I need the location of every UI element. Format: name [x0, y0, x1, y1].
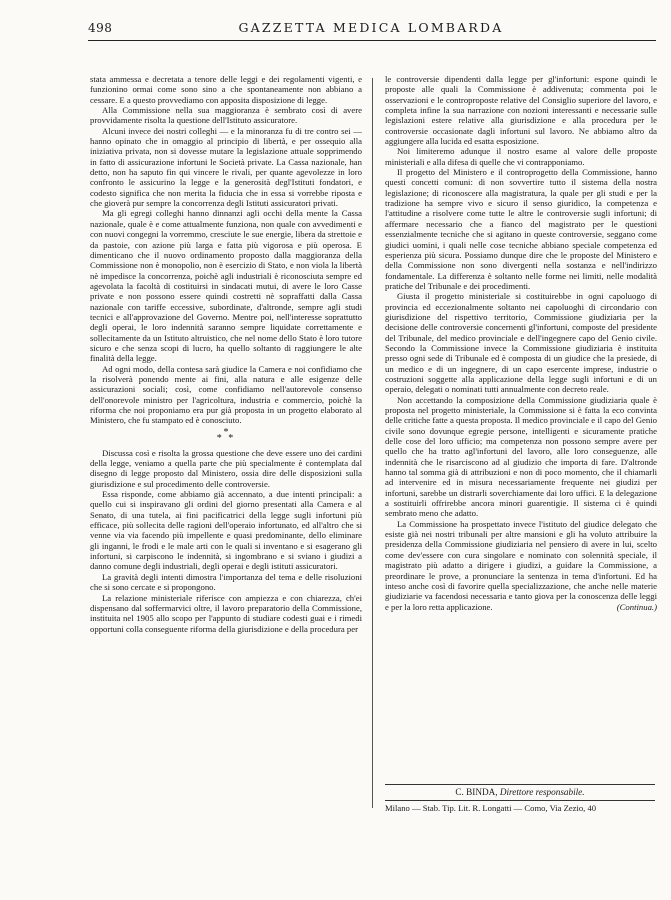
- paragraph: Noi limiteremo adunque il nostro esame al valore delle proposte ministeriali e alla difesa di quelle che vi contrapponiamo.: [385, 146, 657, 167]
- header-rule: [88, 40, 656, 41]
- signature-rule: [385, 784, 655, 785]
- paragraph: Il progetto del Ministero e il controprogetto della Commissione, hanno questi concetti comuni: di non sovvertire tutto il sistema della nostra legislazione; di riconoscere alla magistratura, la quale per gli studi e per la tradizione ha sempre vivo e sicuro il senso giuridico, la competenza e l'attitudine a risolvere come tutte le altre le controversie sugli infortuni; di affermare necessario che a fianco del magistrato per le questioni essenzialmente tecniche che si agitano in queste controversie, seggano come giudici uomini, i quali nelle cose tecniche abbiano speciale competenza ed esperienza più sicura. Possiamo dunque dire che le proposte del Ministero e della Commissione non sono divergenti nella sostanza e nell'indirizzo fondamentale. La differenza è soltanto nelle forme nei limiti, nelle modalità pratiche del Tribunale e dei procedimenti.: [385, 167, 657, 291]
- signature-role: Direttore responsabile.: [499, 787, 585, 797]
- paragraph: Alla Commissione nella sua maggioranza è sembrato così di avere provvidamente risolta la questione dell'Istituto assicuratore.: [90, 105, 362, 126]
- paragraph: Ad ogni modo, della contesa sarà giudice la Camera e noi confidiamo che la risolverà ponendo mente ai fini, alla natura e alle esigenze delle assicurazioni sociali; così, come confidiamo nell'autorevole consenso dell'onorevole ministro per l'agricoltura, industria e commercio, poichè la riforma che noi proponiamo era pur già proposta in un progetto elaborato al Ministero, che fu stampato ed è conosciuto.: [90, 363, 362, 426]
- paragraph-text: La Commissione ha prospettato invece l'istituto del giudice delegato che esiste già nei nostri tribunali per altre mansioni e gli ha voluto attribuire la presidenza della Commissione giudiziaria nel pensiero di avere in lui, scelto come dev'essere con cura singolare e nominato con solennità speciale, il magistrato più adatto a dirigere i giudizi, a guidare la Commissione, a preordinare le prove, a pronunciare la sentenza in tema d'infortuni. Ed ha inteso anche così di favorire quella specializzazione, che anche nelle materie giudiziarie va facendosi necessaria e tanto giova per la conoscenza delle leggi e per la loro retta applicazione.: [385, 518, 657, 612]
- continued-mark: (Continua.): [616, 601, 657, 612]
- asterisk-top: *: [223, 426, 229, 438]
- page-number: 498: [88, 21, 113, 35]
- paragraph: Non accettando la composizione della Commissione giudiziaria quale è proposta nel progetto ministeriale, la Commissione si è fatta la eco convinta delle critiche fatte a questa proposta. Il medico provinciale e il capo del Genio civile sono dovunque egregie persone, intelligenti e sicuramente pratiche delle cose del loro ufficio; ma competenza non possono sempre avere per quello che ha tratto agl'infortuni del lavoro, alle loro conseguenze, alle indennità che le risarciscono ad al giudizio che importa di fare. D'altronde hanno tal somma già di attribuzioni e non di poco momento, che il chiamarli ad intervenire ed in misura necessariamente frequente nei giudizi per infortuni, sarebbe un distrarli soverchiamente dai loro uffici. E la delegazione a sostituirli offrirebbe ancora minori guarentigie. Il sistema ci è quindi sembrato meno che adatto.: [385, 394, 657, 519]
- paragraph: Alcuni invece dei nostri colleghi — e la minoranza fu di tre contro sei — hanno opinato che in omaggio al principio di libertà, e per ossequio alla iniziativa privata, non si dovesse mutare la legislazione attuale sopprimendo in fatto di assicurazione infortuni le Società private. La Cassa nazionale, han detto, non ha saputo fin qui vincere le rivali, per quante agevolezze in loro confronto le assicurino la legge e la generosità degl'Istituti fondatori, e codesto significa che non merita la fiducia che in essa si vorrebbe riposta e che gioverà pur sempre la concorrenza degli Istituti assicuratori privati.: [90, 125, 362, 209]
- asterisk-pair: [90, 432, 362, 444]
- paragraph: La gravità degli intenti dimostra l'importanza del tema e delle risoluzioni che si sono cercate e si propongono.: [90, 571, 362, 593]
- paragraph: stata ammessa e decretata a tenore delle leggi e dei regolamenti vigenti, e funzionino ormai come sono sino a che spontaneamente non abbiano a cessare. E a questo provvediamo con apposita disposizione di legge.: [90, 74, 362, 105]
- asterisk-right: *: [228, 432, 236, 444]
- page-header: [88, 20, 654, 40]
- column-separator: [372, 78, 373, 808]
- paragraph: Essa risponde, come abbiamo già accennato, a due intenti principali: a quello cui si inspiravano gli ordini del giorno presentati alla Camera e al Senato, di una tutela, ai fini pacificatrici della legge sugli infortuni più efficace, più sollecita delle ragioni dell'operaio infortunato, ed all'altro che si venne via via facendo più impellente e quasi predominante, dello eliminare gli inganni, le frodi e le male arti con le quali si inventano e si esagerano gli infortuni, si carpiscono le indennità, si ingombrano e si sviano i giudizi a danno comune degli industriali, degli operai e degli istituti assicuratori.: [90, 489, 362, 572]
- left-column: [90, 74, 362, 634]
- paragraph: La relazione ministeriale riferisce con ampiezza e con chiarezza, ch'ei dispensano dal soffermarvici oltre, il lavoro preparatorio della Commissione, instituita nel 1905 allo scopo per l'appunto di studiare codesti guai e i rimedi opportuni colla conseguente riforma della giurisdizione e della procedura per: [90, 592, 362, 634]
- paragraph: Discussa così e risolta la grossa questione che deve essere uno dei cardini della legge, veniamo a quella parte che più specialmente è contemplata dal disegno di legge proposto dal Ministero, ossia dire delle disposizioni sulla giurisdizione e sul procedimento delle controversie.: [90, 447, 362, 489]
- paragraph-last: [385, 519, 657, 612]
- journal-title: GAZZETTA MEDICA LOMBARDA: [238, 20, 504, 35]
- editor-signature: [385, 787, 655, 797]
- paragraph: Giusta il progetto ministeriale si costituirebbe in ogni capoluogo di provincia ed eccezionalmente soltanto nei capoluoghi di circondario con giurisdizione del rispettivo territorio, Commissione giudiziaria per la decisione delle controversie concernenti gl'infortuni, composte del presidente del Tribunale, del medico provinciale e dell'ingegnere capo del Genio civile. Secondo la Commissione invece la Commissione giudiziaria è instituita presso ogni sede di Tribunale ed è composta di un giudice che la presiede, di un medico e di un ingegnere, di un capo esercente imprese, industrie o costruzioni soggette alla applicazione della legge sugli infortuni e di un operaio, delegati o nominati tutti annualmente con decreto reale.: [385, 291, 657, 395]
- printer-rule: [385, 800, 655, 801]
- printer-imprint: Milano — Stab. Tip. Lit. R. Longatti — Como, Via Zezio, 40: [385, 803, 597, 813]
- paragraph: Ma gli egregi colleghi hanno dinnanzi agli occhi della mente la Cassa nazionale, quale è e come attualmente funziona, non quale con avvedimenti e con nuovi congegni la vorremmo, cresciute le sue energie, libera da strettoie e da pastoie, con azione più larga e fatta più vigorosa e più operosa. E dimenticano che il nuovo ordinamento proposto dalla maggioranza della Commissione non è monopolio, non è esercizio di Stato, e non viola la libertà nè impedisce la concorrenza, poichè agli industriali è riconosciuta sempre ed agevolata la facoltà di costituirsi in sindacati mutui, di avere le loro Casse private e non possono essere quindi costretti nè sopraffatti dalla Cassa nazionale con tariffe eccessive, subordinate, d'altronde, sempre agli studi tecnici e all'approvazione del Governo. Mentre poi, nell'interesse soprattutto degli operai, le loro indennità saranno sempre liquidate correttamente e sollecitamente da un Istituto altruistico, che nel nome dello Stato è loro tutore sicuro e che senza scopi di lucro, ha quello soltanto di raggiungere le alte finalità della legge.: [90, 208, 362, 364]
- signature-name: C. BINDA,: [455, 787, 498, 797]
- asterisk-left: *: [216, 432, 224, 444]
- section-break-asterisks: [90, 426, 362, 444]
- paragraph: le controversie dipendenti dalla legge per gl'infortuni: espone quindi le proposte alle quali la Commissione è addivenuta; commenta poi le osservazioni e le controproposte relative del Consiglio superiore del lavoro, e completa infine la sua narrazione con nozioni interessanti e necessarie sulle legislazioni estere relative alla giurisdizione e alla procedura per le controversie occasionate dagli infortuni sul lavoro. Ne abbiamo altro da aggiungere alla lucida ed esatta esposizione.: [385, 74, 657, 147]
- right-column: [385, 74, 657, 612]
